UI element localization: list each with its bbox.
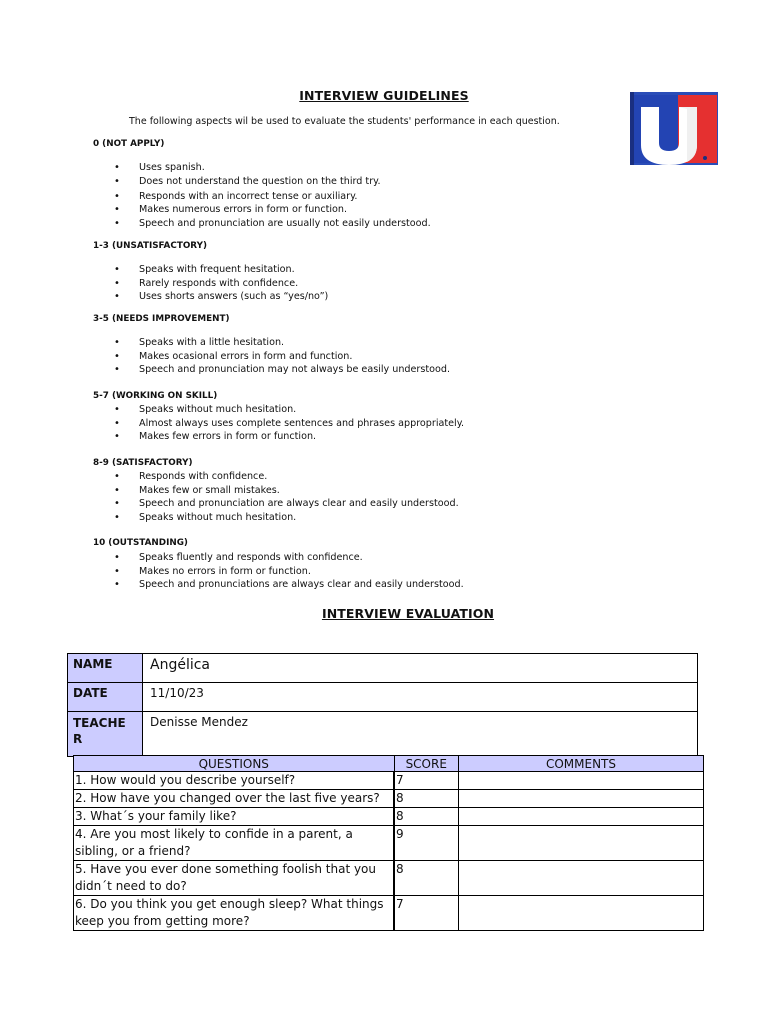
list-item: • Makes ocasional errors in form and function. <box>111 350 450 364</box>
date-field[interactable]: 11/10/23 <box>143 683 698 712</box>
score-cell[interactable]: 7 <box>394 772 459 790</box>
questions-header: QUESTIONS <box>74 756 395 772</box>
section-heading: 5-7 (WORKING ON SKILL) <box>93 391 218 401</box>
teacher-label <box>68 712 143 757</box>
list-item: • Does not understand the question on the third try. <box>111 175 431 190</box>
score-cell[interactable]: 8 <box>394 790 459 808</box>
list-item: • Speaks with a little hesitation. <box>111 336 450 350</box>
list-item: • Makes few errors in form or function. <box>111 430 464 444</box>
list-item: • Speaks without much hesitation. <box>111 403 464 417</box>
table-row <box>74 826 704 861</box>
comment-cell[interactable] <box>459 896 704 931</box>
teacher-label-line1: TEACHE <box>73 716 126 730</box>
list-item: • Responds with an incorrect tense or auxiliary. <box>111 190 431 204</box>
evaluation-title: INTERVIEW EVALUATION <box>321 606 495 621</box>
list-item: • Makes numerous errors in form or function. <box>111 203 431 217</box>
guidelines-title: INTERVIEW GUIDELINES <box>299 88 469 103</box>
comment-cell[interactable] <box>459 861 704 896</box>
list-item: • Speaks fluently and responds with confidence. <box>111 551 464 565</box>
list-item: • Speaks with frequent hesitation. <box>111 263 328 277</box>
student-info-table <box>67 653 698 757</box>
comment-cell[interactable] <box>459 808 704 826</box>
list-item: • Speech and pronunciation are usually not easily understood. <box>111 217 431 231</box>
comment-cell[interactable] <box>459 772 704 790</box>
section-list <box>111 470 459 524</box>
table-row <box>74 896 704 931</box>
comment-cell[interactable] <box>459 826 704 861</box>
section-list <box>111 263 328 304</box>
list-item: • Speech and pronunciation may not always be easily understood. <box>111 363 450 377</box>
section-list <box>111 161 431 230</box>
teacher-field[interactable]: Denisse Mendez <box>143 712 698 757</box>
name-field[interactable]: Angélica <box>143 654 698 683</box>
list-item: • Responds with confidence. <box>111 470 459 484</box>
name-label: NAME <box>68 654 143 683</box>
guidelines-intro: The following aspects wil be used to evaluate the students' performance in each question. <box>129 116 560 127</box>
question-cell: 2. How have you changed over the last five years? <box>74 790 395 808</box>
question-cell: 1. How would you describe yourself? <box>74 772 395 790</box>
list-item: • Speech and pronunciation are always clear and easily understood. <box>111 497 459 511</box>
list-item: • Almost always uses complete sentences and phrases appropriately. <box>111 417 464 431</box>
comment-cell[interactable] <box>459 790 704 808</box>
score-cell[interactable]: 8 <box>394 808 459 826</box>
u-logo-icon <box>625 87 728 173</box>
date-label: DATE <box>68 683 143 712</box>
section-heading: 8-9 (SATISFACTORY) <box>93 458 193 468</box>
section-heading: 10 (OUTSTANDING) <box>93 538 188 548</box>
teacher-label-line2: R <box>73 732 83 746</box>
list-item: • Makes no errors in form or function. <box>111 565 464 579</box>
table-row <box>74 790 704 808</box>
section-list <box>111 551 464 592</box>
list-item: • Uses spanish. <box>111 161 431 175</box>
question-cell: 4. Are you most likely to confide in a parent, a sibling, or a friend? <box>74 826 395 861</box>
section-heading: 3-5 (NEEDS IMPROVEMENT) <box>93 314 230 324</box>
list-item: • Uses shorts answers (such as “yes/no”) <box>111 290 328 304</box>
table-row <box>74 861 704 896</box>
section-heading: 1-3 (UNSATISFACTORY) <box>93 241 207 251</box>
list-item: • Speech and pronunciations are always clear and easily understood. <box>111 578 464 592</box>
score-header: SCORE <box>394 756 459 772</box>
table-row <box>74 772 704 790</box>
comments-header: COMMENTS <box>459 756 704 772</box>
question-cell: 3. What´s your family like? <box>74 808 395 826</box>
list-item: • Rarely responds with confidence. <box>111 277 328 291</box>
list-item: • Makes few or small mistakes. <box>111 484 459 498</box>
section-heading: 0 (NOT APPLY) <box>93 139 165 149</box>
list-item: • Speaks without much hesitation. <box>111 511 459 525</box>
score-cell[interactable]: 9 <box>394 826 459 861</box>
score-cell[interactable]: 8 <box>394 861 459 896</box>
section-list <box>111 403 464 444</box>
section-list <box>111 336 450 377</box>
question-cell: 6. Do you think you get enough sleep? What things keep you from getting more? <box>74 896 395 931</box>
table-row <box>74 808 704 826</box>
score-cell[interactable]: 7 <box>394 896 459 931</box>
question-cell: 5. Have you ever done something foolish that you didn´t need to do? <box>74 861 395 896</box>
questions-table <box>73 755 704 931</box>
